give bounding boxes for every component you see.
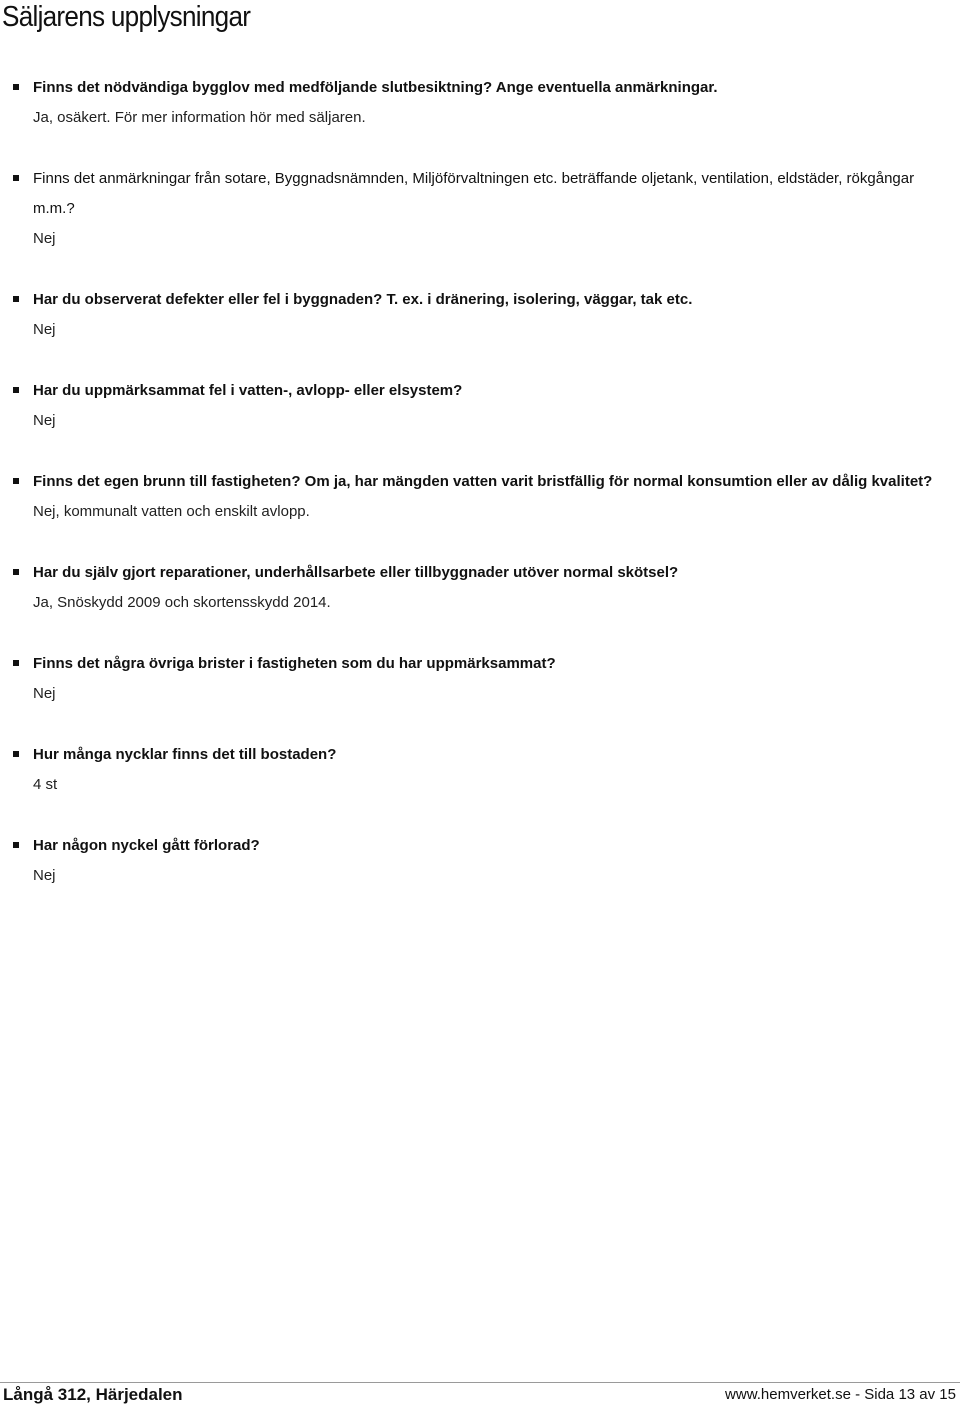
- square-bullet-icon: [13, 296, 19, 302]
- qa-item: [0, 164, 960, 254]
- footer-divider: [0, 1382, 960, 1383]
- qa-item: [0, 467, 960, 527]
- answer-text: Nej: [33, 685, 56, 702]
- page-title: Säljarens upplysningar: [2, 1, 251, 33]
- question-text: Hur många nycklar finns det till bostaden?: [33, 746, 337, 763]
- question-text: Har du själv gjort reparationer, underhållsarbete eller tillbyggnader utöver normal skötsel?: [33, 564, 679, 581]
- question-text: Har du uppmärksammat fel i vatten-, avlopp- eller elsystem?: [33, 382, 463, 399]
- qa-item: [0, 649, 960, 709]
- qa-item: [0, 831, 960, 891]
- qa-list: [0, 73, 960, 922]
- answer-text: Nej, kommunalt vatten och enskilt avlopp.: [33, 503, 310, 520]
- qa-item: [0, 740, 960, 800]
- square-bullet-icon: [13, 842, 19, 848]
- answer-text: Ja, Snöskydd 2009 och skortensskydd 2014.: [33, 594, 331, 611]
- qa-item: [0, 285, 960, 345]
- square-bullet-icon: [13, 175, 19, 181]
- square-bullet-icon: [13, 84, 19, 90]
- qa-item: [0, 73, 960, 133]
- question-text: Har du observerat defekter eller fel i byggnaden? T. ex. i dränering, isolering, väggar, tak etc.: [33, 291, 693, 308]
- square-bullet-icon: [13, 387, 19, 393]
- answer-text: Nej: [33, 230, 56, 247]
- footer-property-name: Långå 312, Härjedalen: [3, 1385, 183, 1404]
- question-text: Finns det anmärkningar från sotare, Byggnadsnämnden, Miljöförvaltningen etc. beträffande oljetank, ventilation, eldstäder, rökgångar m.m.?: [33, 170, 915, 217]
- square-bullet-icon: [13, 660, 19, 666]
- question-text: Har någon nyckel gått förlorad?: [33, 837, 260, 854]
- qa-item: [0, 376, 960, 436]
- question-text: Finns det egen brunn till fastigheten? Om ja, har mängden vatten varit bristfällig för normal konsumtion eller av dålig kvalitet?: [33, 473, 933, 490]
- square-bullet-icon: [13, 478, 19, 484]
- question-text: Finns det nödvändiga bygglov med medföljande slutbesiktning? Ange eventuella anmärkningar.: [33, 79, 718, 96]
- question-text: Finns det några övriga brister i fastigheten som du har uppmärksammat?: [33, 655, 556, 672]
- answer-text: Nej: [33, 321, 56, 338]
- square-bullet-icon: [13, 569, 19, 575]
- answer-text: 4 st: [33, 776, 58, 793]
- answer-text: Ja, osäkert. För mer information hör med säljaren.: [33, 109, 366, 126]
- qa-item: [0, 558, 960, 618]
- footer-page-info: www.hemverket.se - Sida 13 av 15: [725, 1386, 956, 1403]
- answer-text: Nej: [33, 867, 56, 884]
- answer-text: Nej: [33, 412, 56, 429]
- square-bullet-icon: [13, 751, 19, 757]
